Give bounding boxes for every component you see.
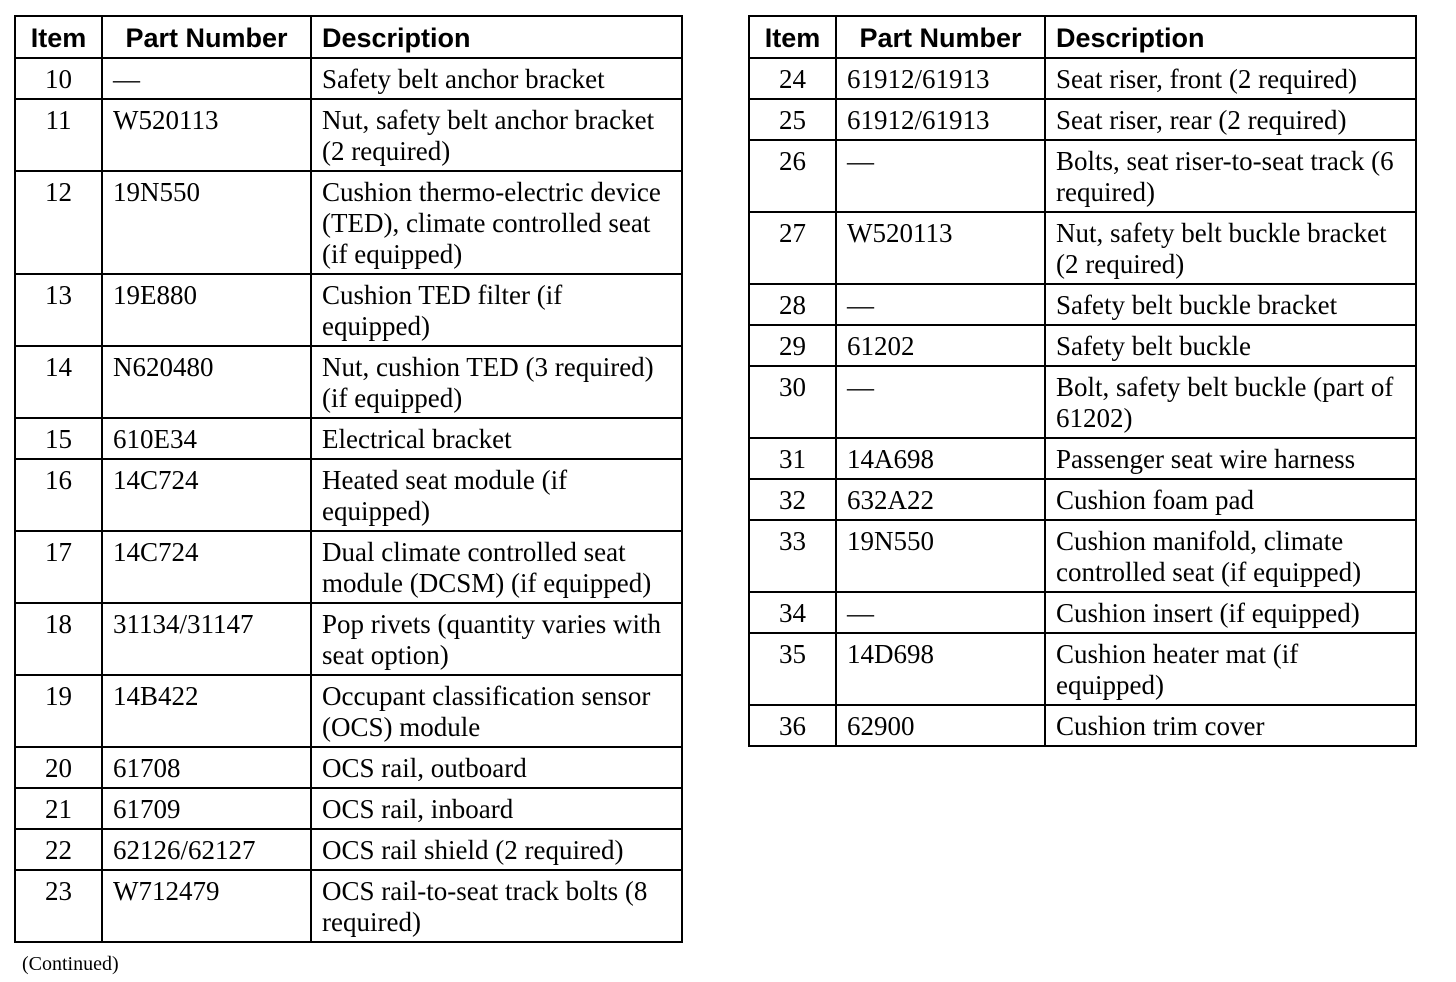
- item-cell: 32: [749, 479, 836, 520]
- table-row: [15, 747, 682, 788]
- table-row: [749, 325, 1416, 366]
- part-number-cell: 62900: [836, 705, 1045, 746]
- description-cell: Nut, cushion TED (3 required) (if equipped): [311, 346, 682, 418]
- description-cell: OCS rail, outboard: [311, 747, 682, 788]
- part-number-cell: N620480: [102, 346, 311, 418]
- table-row: [749, 140, 1416, 212]
- description-cell: OCS rail, inboard: [311, 788, 682, 829]
- part-number-cell: 61912/61913: [836, 58, 1045, 99]
- item-cell: 23: [15, 870, 102, 942]
- part-number-cell: 61202: [836, 325, 1045, 366]
- header-part-number: Part Number: [836, 16, 1045, 58]
- table-row: [15, 788, 682, 829]
- table-row: [15, 870, 682, 942]
- header-item: Item: [15, 16, 102, 58]
- table-row: [15, 99, 682, 171]
- item-cell: 27: [749, 212, 836, 284]
- item-cell: 29: [749, 325, 836, 366]
- part-number-cell: 610E34: [102, 418, 311, 459]
- item-cell: 17: [15, 531, 102, 603]
- table-body-right: [749, 58, 1416, 746]
- part-number-cell: W712479: [102, 870, 311, 942]
- table-row: [15, 274, 682, 346]
- header-description: Description: [311, 16, 682, 58]
- table-row: [15, 829, 682, 870]
- table-header-row: [15, 16, 682, 58]
- description-cell: Pop rivets (quantity varies with seat option): [311, 603, 682, 675]
- description-cell: Safety belt buckle: [1045, 325, 1416, 366]
- item-cell: 22: [15, 829, 102, 870]
- table-row: [749, 479, 1416, 520]
- part-number-cell: 14D698: [836, 633, 1045, 705]
- item-cell: 12: [15, 171, 102, 274]
- description-cell: Cushion insert (if equipped): [1045, 592, 1416, 633]
- part-number-cell: —: [836, 592, 1045, 633]
- part-number-cell: 19E880: [102, 274, 311, 346]
- item-cell: 28: [749, 284, 836, 325]
- item-cell: 15: [15, 418, 102, 459]
- table-row: [749, 705, 1416, 746]
- part-number-cell: 19N550: [836, 520, 1045, 592]
- part-number-cell: 632A22: [836, 479, 1045, 520]
- table-row: [749, 99, 1416, 140]
- table-row: [15, 58, 682, 99]
- table-row: [15, 171, 682, 274]
- header-description: Description: [1045, 16, 1416, 58]
- description-cell: Passenger seat wire harness: [1045, 438, 1416, 479]
- table-row: [15, 603, 682, 675]
- part-number-cell: 61912/61913: [836, 99, 1045, 140]
- table-body-left: [15, 58, 682, 942]
- table-row: [15, 531, 682, 603]
- item-cell: 30: [749, 366, 836, 438]
- part-number-cell: 62126/62127: [102, 829, 311, 870]
- table-row: [15, 459, 682, 531]
- item-cell: 19: [15, 675, 102, 747]
- table-row: [15, 675, 682, 747]
- description-cell: Occupant classification sensor (OCS) module: [311, 675, 682, 747]
- header-item: Item: [749, 16, 836, 58]
- part-number-cell: 14B422: [102, 675, 311, 747]
- table-header-row: [749, 16, 1416, 58]
- description-cell: Nut, safety belt buckle bracket (2 required): [1045, 212, 1416, 284]
- description-cell: Seat riser, front (2 required): [1045, 58, 1416, 99]
- part-number-cell: —: [836, 140, 1045, 212]
- table-row: [749, 520, 1416, 592]
- item-cell: 21: [15, 788, 102, 829]
- item-cell: 35: [749, 633, 836, 705]
- part-number-cell: 14A698: [836, 438, 1045, 479]
- item-cell: 33: [749, 520, 836, 592]
- parts-table-left: [14, 15, 683, 943]
- item-cell: 31: [749, 438, 836, 479]
- description-cell: Safety belt anchor bracket: [311, 58, 682, 99]
- description-cell: Nut, safety belt anchor bracket (2 required): [311, 99, 682, 171]
- table-row: [749, 592, 1416, 633]
- part-number-cell: W520113: [836, 212, 1045, 284]
- description-cell: Cushion thermo-electric device (TED), climate controlled seat (if equipped): [311, 171, 682, 274]
- item-cell: 10: [15, 58, 102, 99]
- description-cell: Bolt, safety belt buckle (part of 61202): [1045, 366, 1416, 438]
- table-row: [749, 438, 1416, 479]
- part-number-cell: W520113: [102, 99, 311, 171]
- table-row: [15, 418, 682, 459]
- table-row: [749, 212, 1416, 284]
- item-cell: 11: [15, 99, 102, 171]
- table-row: [749, 366, 1416, 438]
- item-cell: 16: [15, 459, 102, 531]
- description-cell: Heated seat module (if equipped): [311, 459, 682, 531]
- item-cell: 18: [15, 603, 102, 675]
- description-cell: Cushion trim cover: [1045, 705, 1416, 746]
- item-cell: 20: [15, 747, 102, 788]
- continued-note: (Continued): [22, 953, 119, 975]
- description-cell: Seat riser, rear (2 required): [1045, 99, 1416, 140]
- part-number-cell: 14C724: [102, 459, 311, 531]
- item-cell: 13: [15, 274, 102, 346]
- header-part-number: Part Number: [102, 16, 311, 58]
- table-row: [749, 633, 1416, 705]
- item-cell: 14: [15, 346, 102, 418]
- part-number-cell: 61708: [102, 747, 311, 788]
- description-cell: Cushion manifold, climate controlled seat (if equipped): [1045, 520, 1416, 592]
- item-cell: 36: [749, 705, 836, 746]
- item-cell: 34: [749, 592, 836, 633]
- description-cell: Cushion TED filter (if equipped): [311, 274, 682, 346]
- description-cell: Dual climate controlled seat module (DCSM) (if equipped): [311, 531, 682, 603]
- description-cell: Cushion heater mat (if equipped): [1045, 633, 1416, 705]
- table-row: [15, 346, 682, 418]
- description-cell: Bolts, seat riser-to-seat track (6 required): [1045, 140, 1416, 212]
- table-row: [749, 58, 1416, 99]
- part-number-cell: 14C724: [102, 531, 311, 603]
- part-number-cell: 61709: [102, 788, 311, 829]
- description-cell: OCS rail-to-seat track bolts (8 required): [311, 870, 682, 942]
- part-number-cell: —: [836, 366, 1045, 438]
- part-number-cell: 31134/31147: [102, 603, 311, 675]
- table-row: [749, 284, 1416, 325]
- part-number-cell: 19N550: [102, 171, 311, 274]
- part-number-cell: —: [102, 58, 311, 99]
- description-cell: OCS rail shield (2 required): [311, 829, 682, 870]
- item-cell: 24: [749, 58, 836, 99]
- description-cell: Electrical bracket: [311, 418, 682, 459]
- item-cell: 25: [749, 99, 836, 140]
- description-cell: Cushion foam pad: [1045, 479, 1416, 520]
- parts-table-right: [748, 15, 1417, 747]
- description-cell: Safety belt buckle bracket: [1045, 284, 1416, 325]
- item-cell: 26: [749, 140, 836, 212]
- part-number-cell: —: [836, 284, 1045, 325]
